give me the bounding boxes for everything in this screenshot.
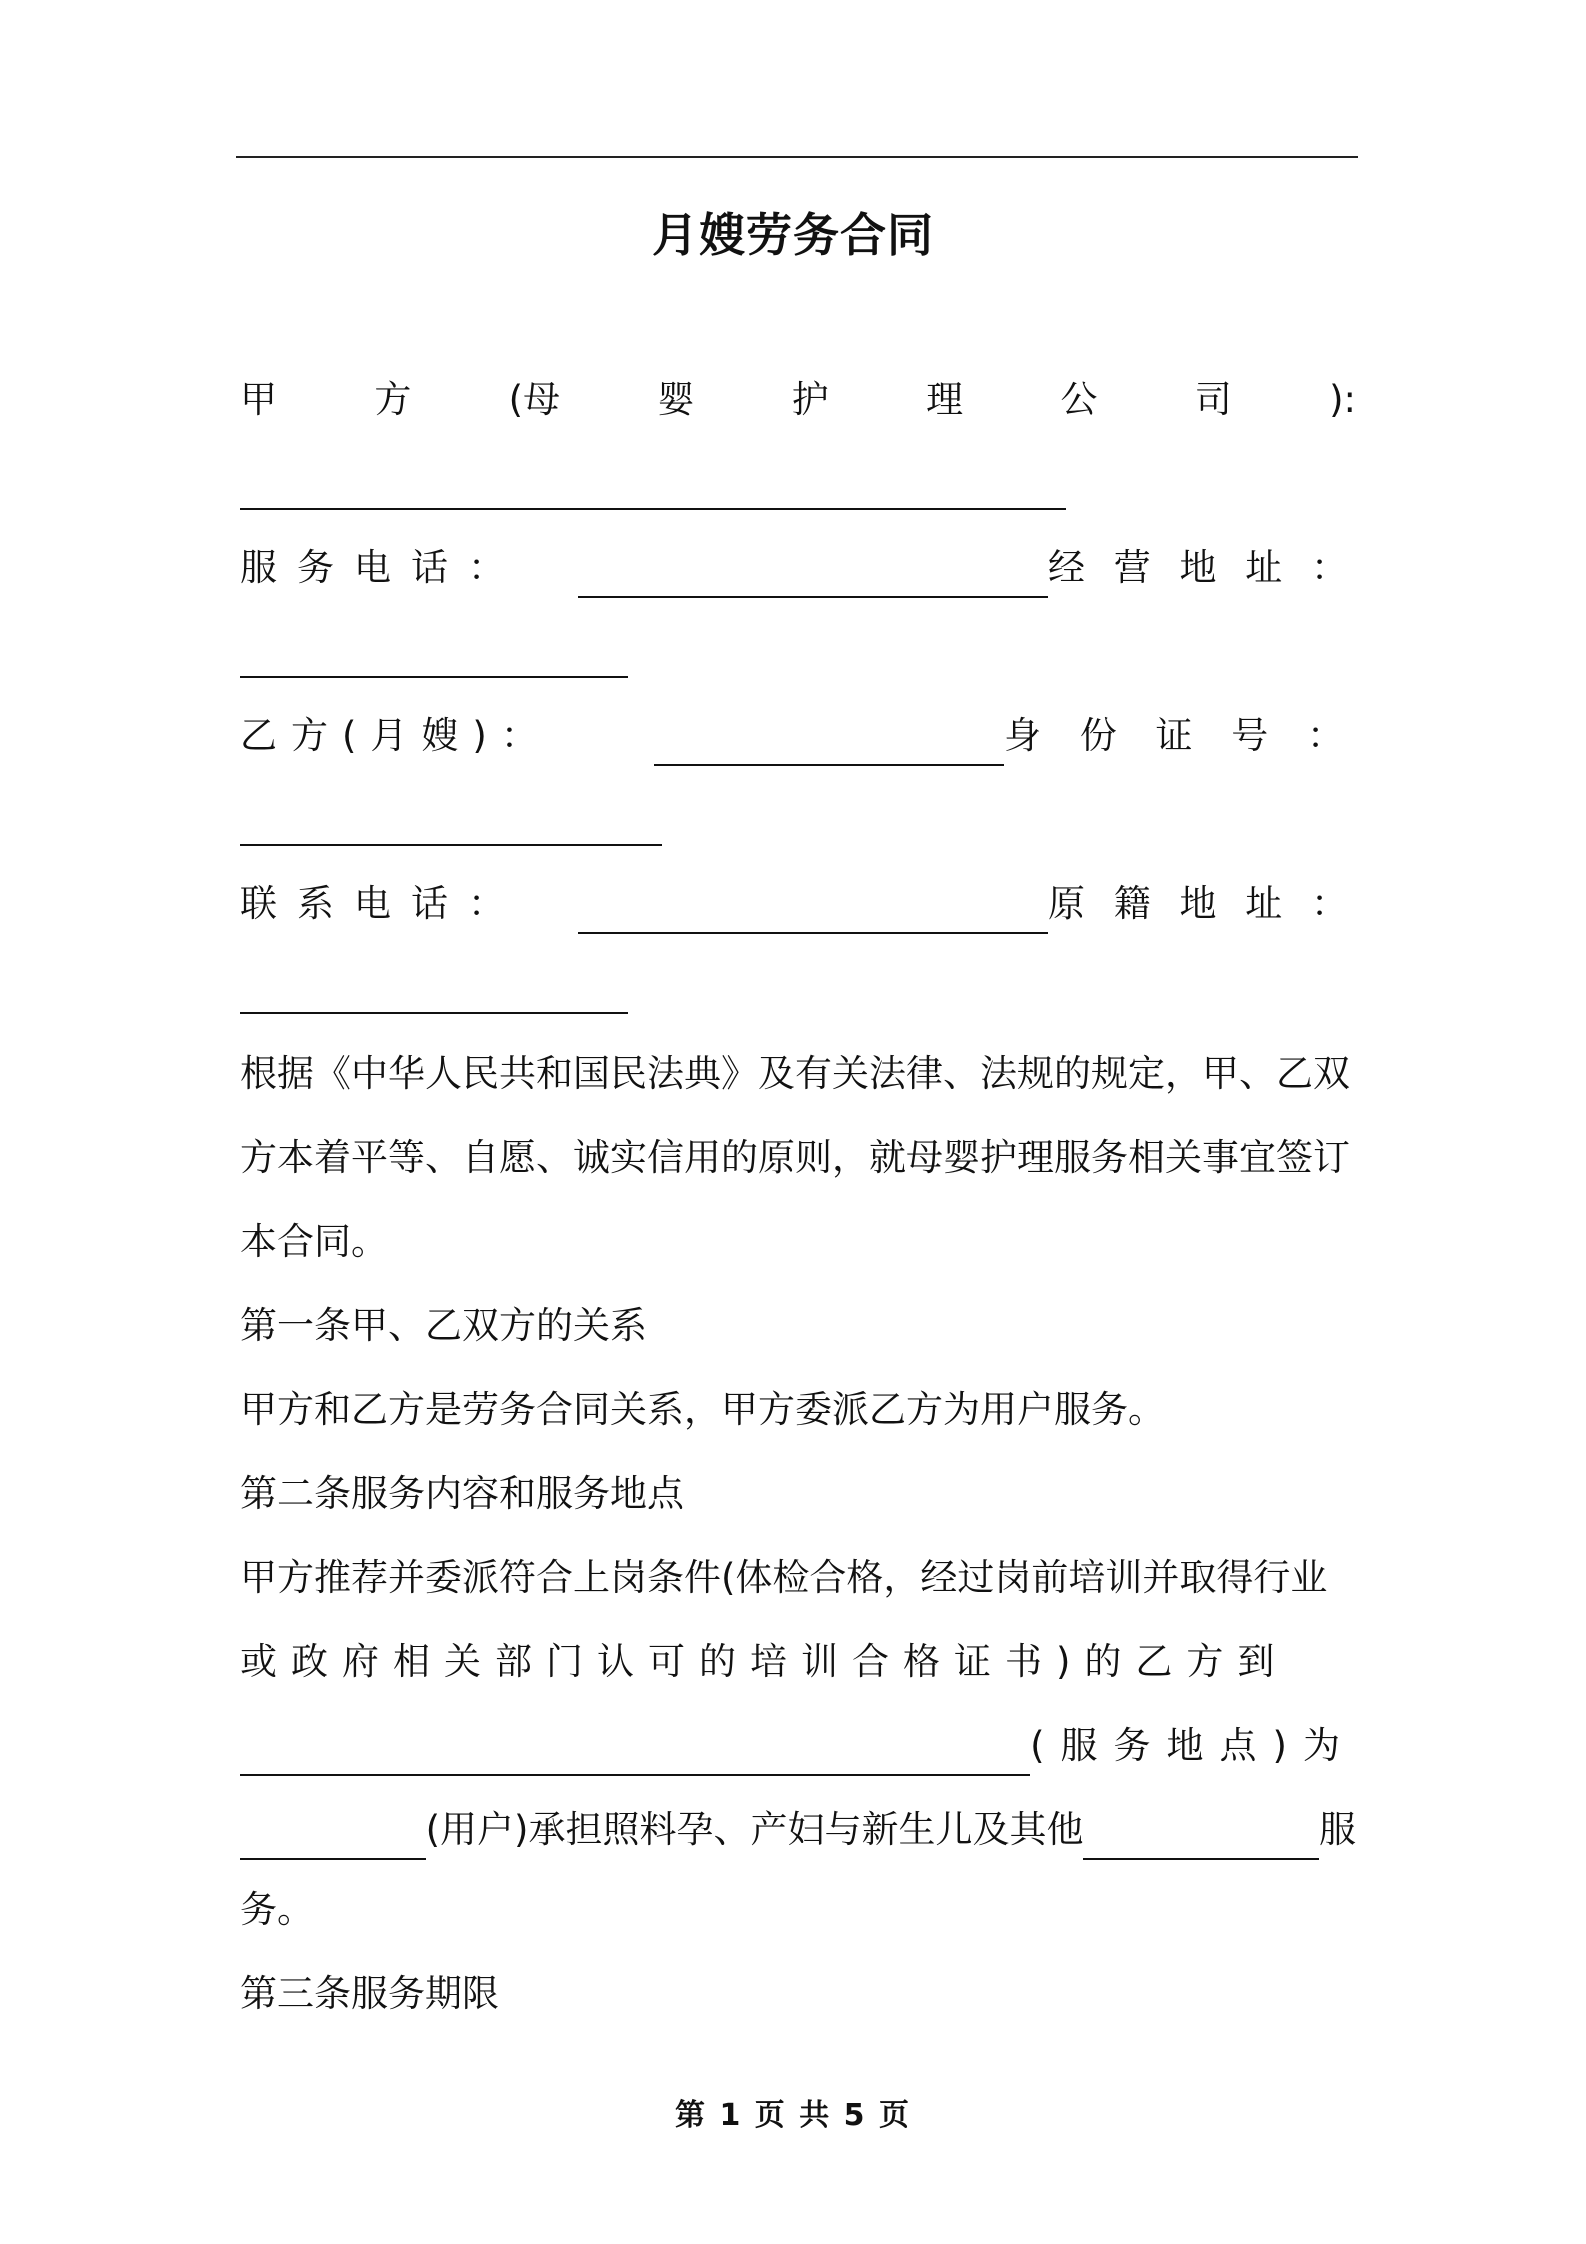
- intro-line: 根据《中华人民共和国民法典》及有关法律、法规的规定，甲、乙双: [240, 1052, 1350, 1095]
- contact-phone-blank[interactable]: [578, 894, 1048, 934]
- service-end-line: 务。: [240, 1888, 314, 1931]
- party-a-char: 甲: [240, 378, 277, 421]
- party-a-char: 方: [374, 378, 412, 421]
- party-b-line: [240, 706, 1356, 766]
- article1-title: 第一条甲、乙双方的关系: [240, 1304, 647, 1347]
- party-a-char: 理: [926, 378, 964, 421]
- article3-title: 第三条服务期限: [240, 1972, 499, 2015]
- id-number-blank[interactable]: [240, 844, 662, 846]
- party-a-char: ):: [1329, 378, 1356, 421]
- service-phone-line: [240, 538, 1356, 598]
- business-address-label: 经营地址：: [1048, 546, 1348, 589]
- article1-text: 甲方和乙方是劳务合同关系，甲方委派乙方为用户服务。: [240, 1388, 1165, 1431]
- service-phone-blank[interactable]: [578, 558, 1048, 598]
- origin-address-label: 原籍地址：: [1048, 882, 1348, 925]
- party-a-char: 婴: [657, 378, 695, 421]
- service-phone-label: 服务电话：: [240, 546, 525, 589]
- party-a-char: 公: [1060, 378, 1098, 421]
- article2-line1: 甲方推荐并委派符合上岗条件(体检合格，经过岗前培训并取得行业: [240, 1556, 1328, 1599]
- top-rule: [236, 156, 1358, 158]
- article2-title: 第二条服务内容和服务地点: [240, 1472, 684, 1515]
- id-number-label: 身份证号：: [1004, 714, 1344, 757]
- party-a-char: (母: [508, 378, 561, 421]
- user-blank[interactable]: [240, 1820, 426, 1860]
- service-place-blank[interactable]: [240, 1736, 1030, 1776]
- service-place-line: [240, 1716, 1356, 1776]
- party-b-blank[interactable]: [654, 726, 1004, 766]
- article2-line2: 或政府相关部门认可的培训合格证书)的乙方到: [240, 1640, 1289, 1683]
- party-a-blank[interactable]: [240, 508, 1066, 510]
- service-end-char: 服: [1319, 1808, 1356, 1851]
- other-service-blank[interactable]: [1083, 1820, 1319, 1860]
- intro-line: 方本着平等、自愿、诚实信用的原则，就母婴护理服务相关事宜签订: [240, 1136, 1350, 1179]
- origin-address-blank[interactable]: [240, 1012, 628, 1014]
- service-place-label: (服务地点)为: [1030, 1724, 1356, 1767]
- user-label: (用户)承担照料孕、产妇与新生儿及其他: [425, 1808, 1084, 1851]
- intro-line: 本合同。: [240, 1220, 388, 1263]
- party-a-char: 司: [1194, 378, 1232, 421]
- contact-phone-line: [240, 874, 1356, 934]
- user-line: [240, 1800, 1356, 1860]
- party-b-label: 乙方(月嫂)：: [240, 714, 552, 757]
- business-address-blank[interactable]: [240, 676, 628, 678]
- document-title: 月嫂劳务合同: [652, 208, 934, 262]
- party-a-char: 护: [791, 378, 829, 421]
- contact-phone-label: 联系电话：: [240, 882, 525, 925]
- page-number: 第 1 页 共 5 页: [675, 2098, 911, 2133]
- party-a-line: [240, 370, 1356, 430]
